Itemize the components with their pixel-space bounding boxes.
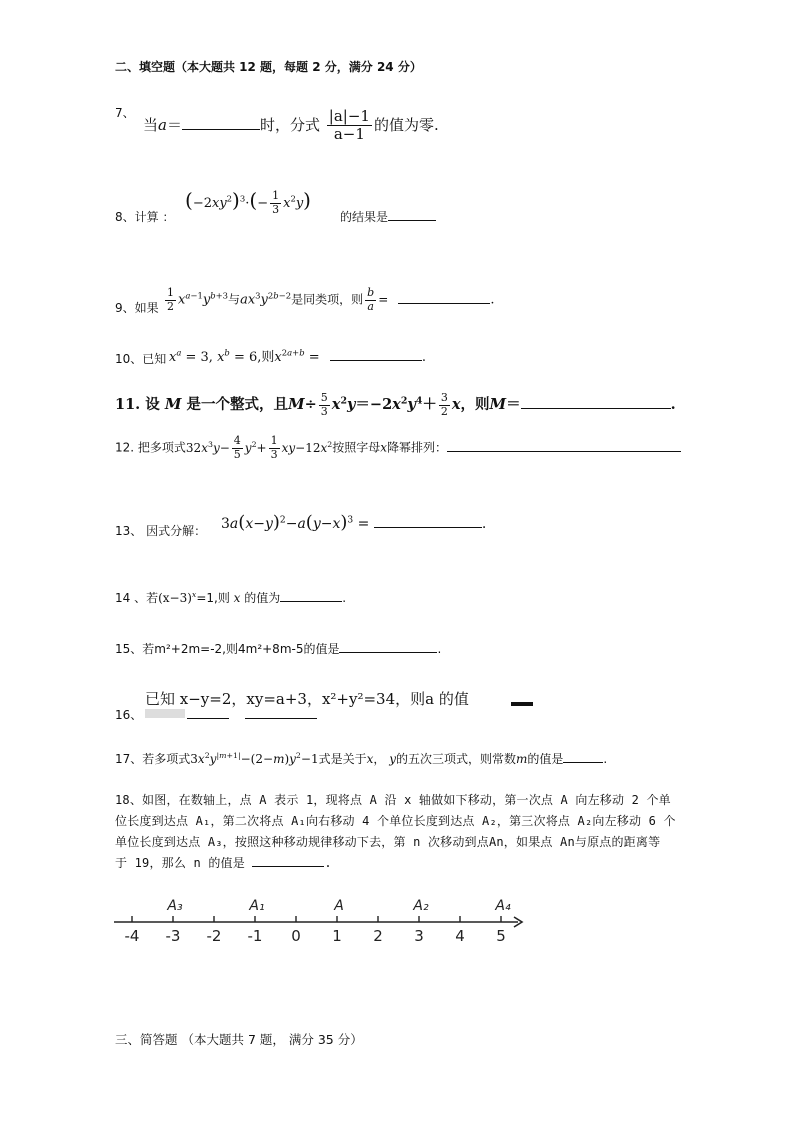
q10-number: 10、已知 <box>115 352 167 366</box>
q17-pre: 17、若多项式 <box>115 752 191 766</box>
q10-blank <box>330 348 422 361</box>
question-17 <box>115 744 695 770</box>
q8-post: 的结果是 <box>340 210 389 224</box>
question-15 <box>115 636 475 660</box>
question-7 <box>115 100 595 144</box>
tick-label: 4 <box>455 927 465 945</box>
q7-pre: 当 <box>143 115 159 134</box>
section-3-title: 三、简答题 （本大题共 7 题， 满分 35 分） <box>115 1032 363 1047</box>
q9-expression: $\frac{1}{2}$ $x^{a-1}y^{b+3}$与$ax^3y^{2b-2}$是同类项，则 $\frac{b}{a}$ = . <box>167 286 495 313</box>
tick-label: 5 <box>496 927 506 945</box>
q11-mid2: ，则 <box>460 396 490 414</box>
q14-text: 14 、若$(x-3)^x=1$,则 x 的值为 . <box>115 590 347 605</box>
question-18: 18、如图，在数轴上，点 A 表示 1，现将点 A 沿 x 轴做如下移动，第一次点 A 向左移动 2 个单 位长度到达点 A₁，第二次将点 A₁向右移动 4 个单位长度到达点 A₂，第三次将点 A₂向左移动 6 个 单位长度到达点 A₃，按照这种移动规律移动下去，第 n 次移动到点An，如果点 An与原点的距离等 于 19，那么 n 的值是 . <box>115 790 735 874</box>
q7-frac-den: a−1 <box>333 125 365 144</box>
q8-expression: $(-2xy^2)^3\cdot(-$ $\frac{1}{3}$ $x^2y$) <box>185 188 311 216</box>
q7-var: a <box>158 115 167 134</box>
question-12 <box>115 425 740 461</box>
q7-post: 的值为零. <box>373 115 439 134</box>
tick-label: 1 <box>332 927 342 945</box>
q14-post: =1,则 <box>196 591 230 605</box>
q16-overlay: 已知 x−y=2，xy=a+3，x²+y²=34，则a 的值 <box>145 688 473 709</box>
point-label: A₃ <box>167 898 183 914</box>
q14-number: 14 、若 <box>115 591 159 605</box>
q17-text: 17、若多项式$3x^2y^{|m+1|}-(2-m)y^2-1$式是关于x， y的五次三项式，则常数m的值是 . <box>115 751 608 766</box>
question-10 <box>115 344 435 370</box>
q7-blank <box>182 117 260 130</box>
q18-line-1: 18、如图，在数轴上，点 A 表示 1，现将点 A 沿 x 轴做如下移动，第一次点 A 向左移动 2 个单 <box>115 793 671 807</box>
q7-frac-num: |a|−1 <box>328 107 370 125</box>
q12-blank <box>447 439 681 452</box>
q12-text: 12. 把多项式$32x^3y-$ $\frac{4}{5}$ $y^2+$ $\frac{1}{3}$ $xy-12x^2$按照字母x降幂排列： <box>115 435 681 461</box>
question-11 <box>115 384 735 420</box>
q7-eq: ＝ <box>166 115 182 134</box>
q12-post: 按照字母 <box>332 440 381 455</box>
q11-mid1: 是一个整式，且 <box>186 396 289 414</box>
q18-line-3: 单位长度到达点 A₃，按照这种移动规律移动下去，第 n 次移动到点An，如果点 An与原点的距离等 <box>115 835 661 849</box>
q14-post2: 的值为 <box>244 591 281 605</box>
q9-post: 是同类项，则 <box>291 292 364 307</box>
tick-label: -3 <box>165 927 181 945</box>
tick-label: -4 <box>124 927 140 945</box>
q12-pre: 12. 把多项式 <box>115 440 186 455</box>
q12-post2: 降幂排列： <box>387 440 448 455</box>
point-label: A₄ <box>495 898 511 914</box>
question-9 <box>115 285 535 327</box>
q15-number: 15、若 <box>115 642 155 656</box>
q9-eq: = <box>378 292 389 307</box>
q14-blank <box>280 589 342 602</box>
q7-number: 7、 <box>115 106 135 120</box>
number-line <box>110 890 530 952</box>
tick-label: 2 <box>373 927 383 945</box>
q17-blank <box>563 750 603 763</box>
q14-expr: (x−3) <box>158 591 192 605</box>
point-label: A <box>334 898 344 914</box>
q18-blank <box>252 854 324 867</box>
tick-label: 0 <box>291 927 301 945</box>
question-13 <box>115 508 515 538</box>
q18-line-4: 于 19，那么 n 的值是 <box>115 856 245 870</box>
point-label: A₁ <box>249 898 265 914</box>
q7-fraction <box>327 108 372 144</box>
tick-label: -2 <box>206 927 222 945</box>
q9-blank <box>398 291 490 304</box>
question-8 <box>115 180 455 230</box>
q11-text: 11. 设 M 是一个整式，且M÷ $\frac{5}{3}$ $x^2y=-2x^2y^4+$ $\frac{3}{2}$ x，则M＝ . <box>115 391 676 418</box>
q9-mid: 与 <box>228 292 241 307</box>
q15-expr: m²+2m=-2,则4m²+8m-5的值是 <box>154 642 340 656</box>
q9-number: 9、如果 <box>115 301 159 315</box>
q10-eq: = <box>308 350 320 365</box>
q16-number: 16、 <box>115 708 143 722</box>
q8-blank <box>388 208 436 221</box>
point-label: A₂ <box>413 898 429 914</box>
q13-blank <box>374 515 482 528</box>
q10-expression: $x^a = 3$, $x^b = 6$,则$x^{2a+b}$ = . <box>169 347 426 365</box>
q13-eq: = <box>357 516 370 532</box>
q13-expression: $3a(x-y)^2-a(y-x)^3$ = . <box>221 512 487 533</box>
question-14 <box>115 584 435 608</box>
q17-post: 式是关于 <box>318 752 367 766</box>
tick-label: 3 <box>414 927 424 945</box>
question-16 <box>115 688 555 722</box>
q15-blank <box>339 640 437 653</box>
q15-text: 15、若m²+2m=-2,则4m²+8m-5的值是 . <box>115 642 442 656</box>
q18-line-2: 位长度到达点 A₁，第二次将点 A₁向右移动 4 个单位长度到达点 A₂，第三次将点 A₂向左移动 6 个 <box>115 814 676 828</box>
q8-number: 8、计算 ： <box>115 210 175 224</box>
q7-mid: 时，分式 <box>259 115 320 134</box>
q11-pre: 11. 设 <box>115 396 160 414</box>
q16-answer-mark <box>511 702 533 706</box>
q17-post2: 的五次三项式，则常数 <box>396 752 517 766</box>
tick-label: -1 <box>247 927 263 945</box>
q11-blank <box>521 396 671 409</box>
q17-post3: 的值是 <box>527 752 564 766</box>
section-2-title: 二、填空题（本大题共 12 题，每题 2 分，满分 24 分） <box>115 60 422 74</box>
q13-number: 13、 因式分解： <box>115 524 207 538</box>
